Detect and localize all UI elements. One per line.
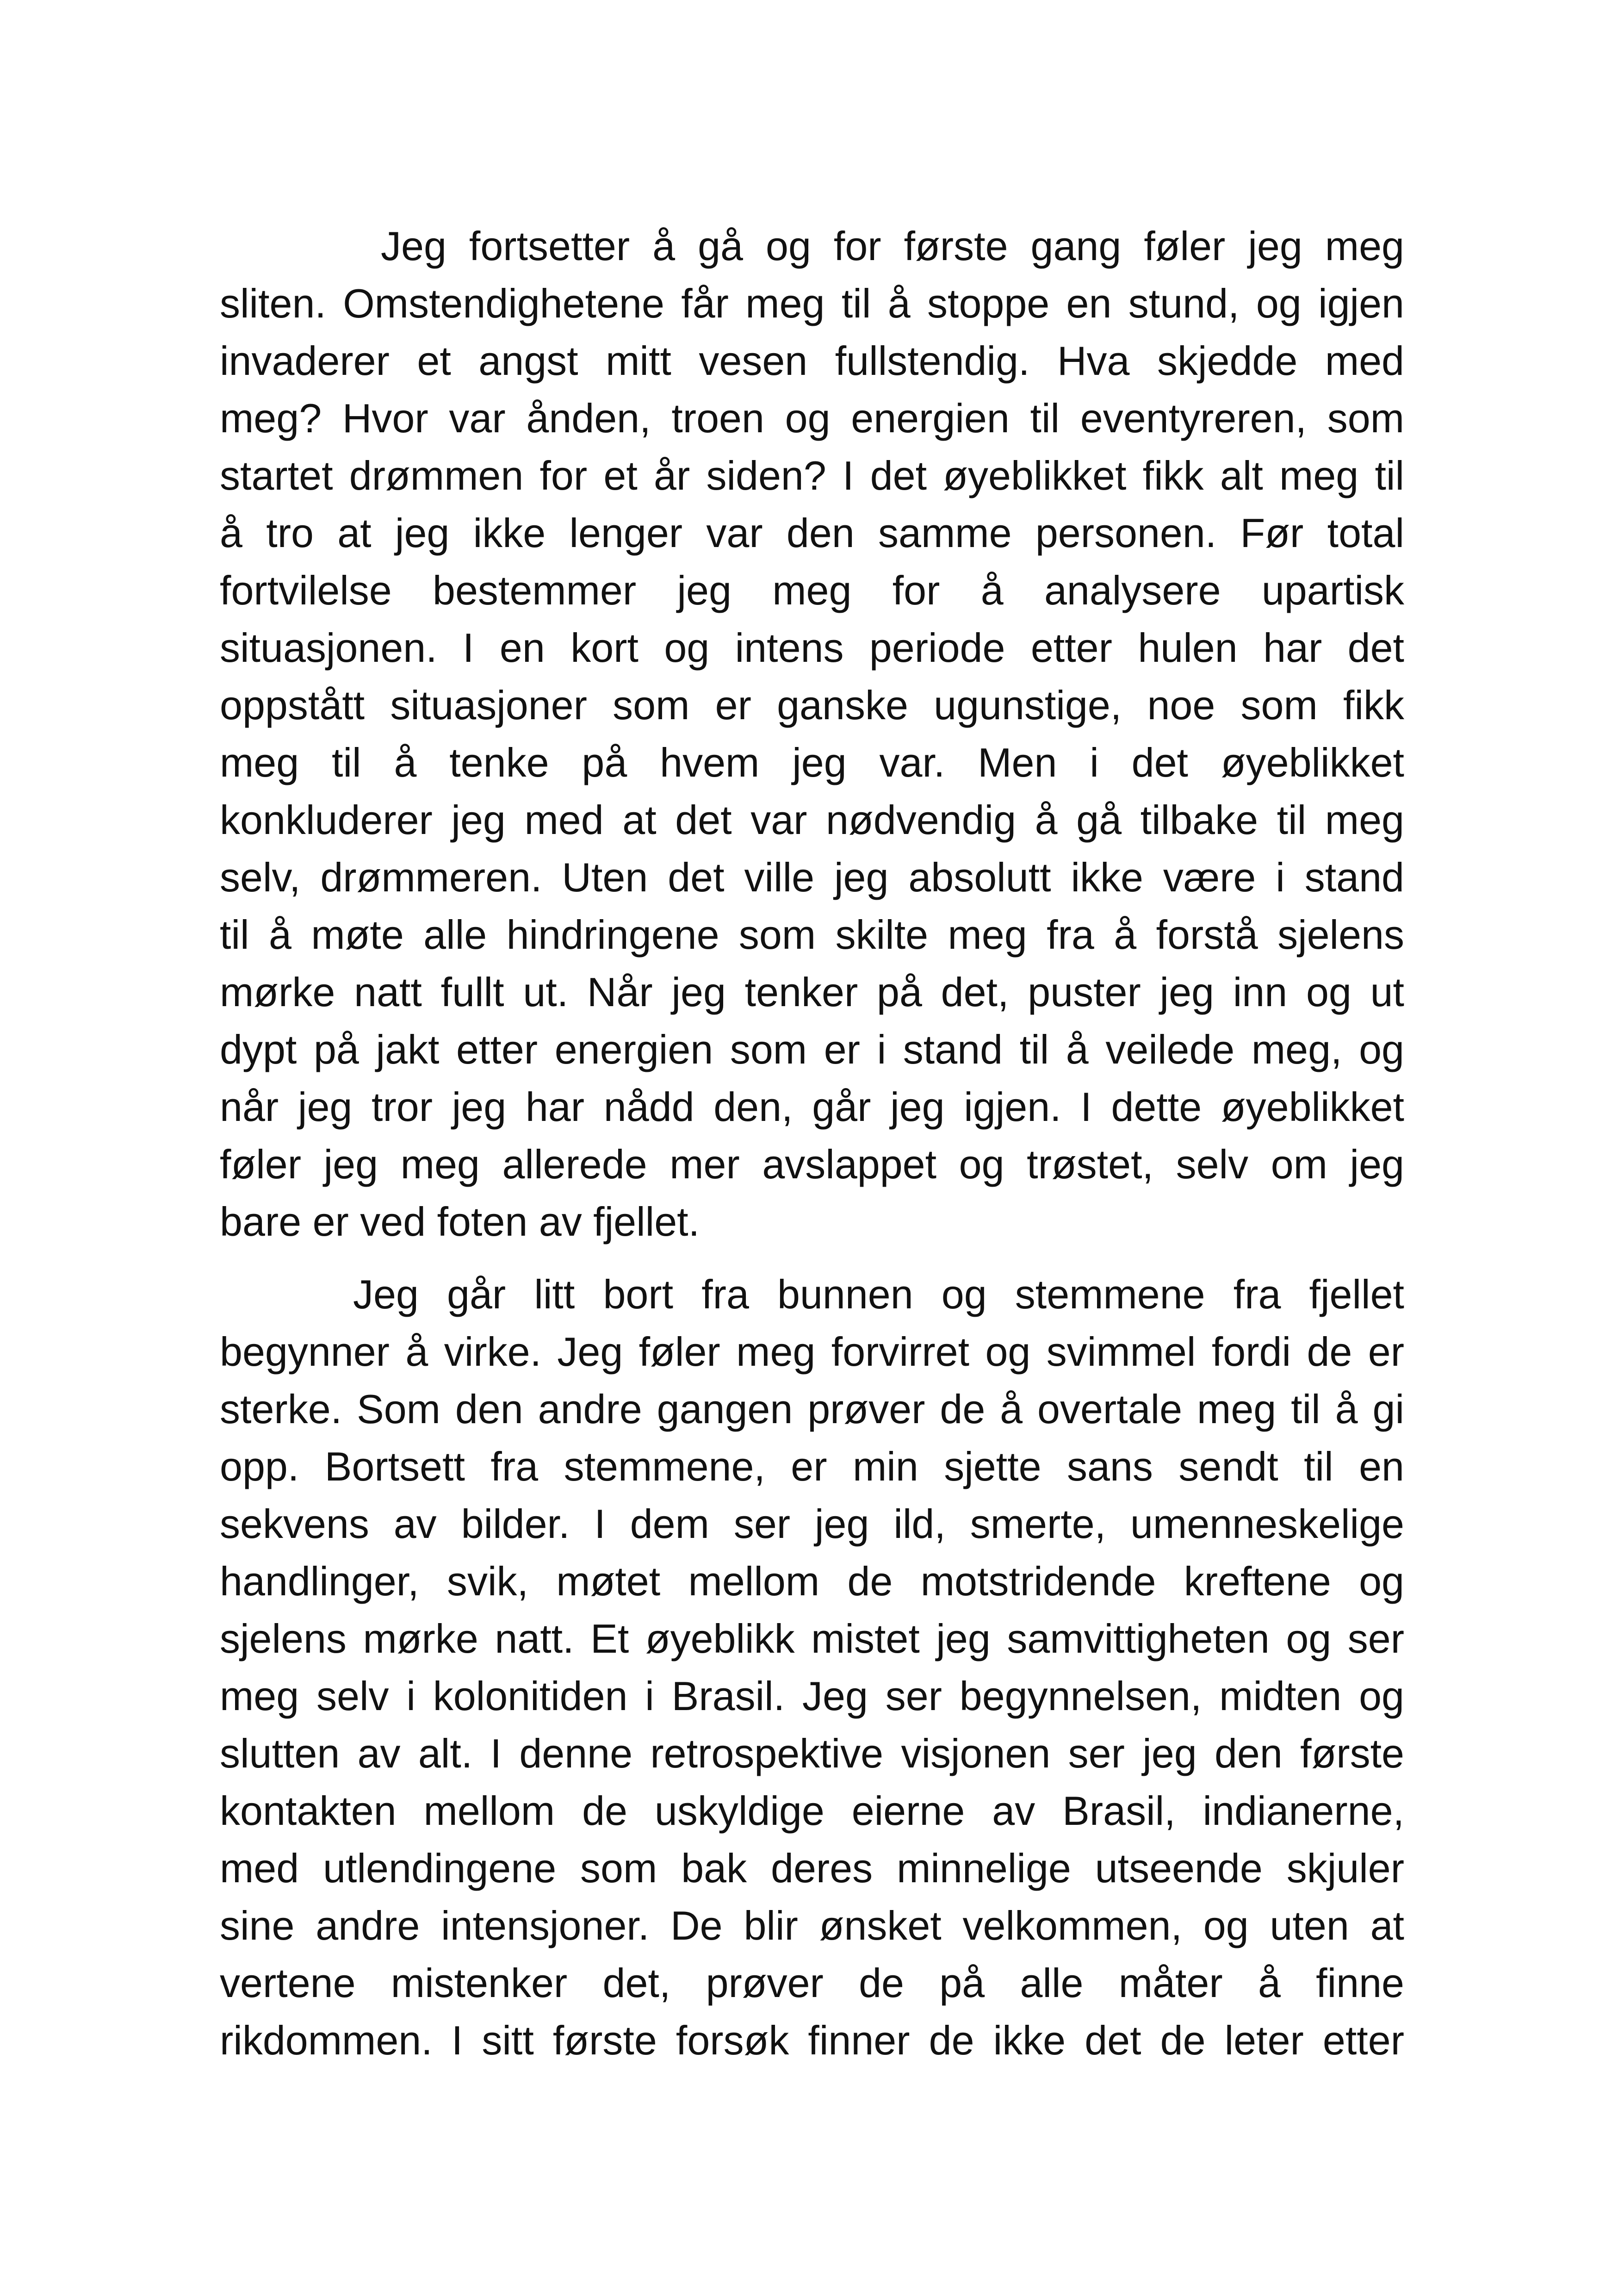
text-line: selv, drømmeren. Uten det ville jeg absolutt ikke være i stand [220, 854, 1404, 900]
text-line: fortvilelse bestemmer jeg meg for å analysere upartisk [220, 567, 1404, 613]
paragraph-1 [220, 218, 1404, 1251]
text-line: invaderer et angst mitt vesen fullstendig. Hva skjedde med [220, 338, 1404, 384]
text-line: mørke natt fullt ut. Når jeg tenker på det, puster jeg inn og ut [220, 969, 1404, 1015]
text-line: når jeg tror jeg har nådd den, går jeg igjen. I dette øyeblikket [220, 1084, 1404, 1130]
text-line: rikdommen. I sitt første forsøk finner de ikke det de leter etter [220, 2017, 1404, 2063]
text-line: å tro at jeg ikke lenger var den samme personen. Før total [220, 510, 1404, 556]
paragraph-2 [220, 1266, 1404, 2069]
text-line: dypt på jakt etter energien som er i stand til å veilede meg, og [220, 1027, 1404, 1072]
text-line: bare er ved foten av fjellet. [220, 1199, 700, 1244]
text-line: til å møte alle hindringene som skilte meg fra å forstå sjelens [220, 912, 1404, 958]
text-line: situasjonen. I en kort og intens periode etter hulen har det [220, 625, 1404, 671]
text-line: konkluderer jeg med at det var nødvendig å gå tilbake til meg [220, 797, 1404, 843]
text-line: vertene mistenker det, prøver de på alle måter å finne [220, 1960, 1404, 2006]
text-line: kontakten mellom de uskyldige eierne av Brasil, indianerne, [220, 1788, 1404, 1834]
text-line: sine andre intensjoner. De blir ønsket velkommen, og uten at [220, 1903, 1404, 1948]
text-line: startet drømmen for et år siden? I det øyeblikket fikk alt meg til [220, 453, 1404, 498]
text-line: Jeg går litt bort fra bunnen og stemmene fra fjellet [353, 1271, 1404, 1317]
text-line: handlinger, svik, møtet mellom de motstridende kreftene og [220, 1558, 1404, 1604]
text-line: føler jeg meg allerede mer avslappet og trøstet, selv om jeg [220, 1141, 1404, 1187]
text-line: sliten. Omstendighetene får meg til å stoppe en stund, og igjen [220, 280, 1404, 326]
text-line: slutten av alt. I denne retrospektive visjonen ser jeg den første [220, 1730, 1404, 1776]
text-line: meg? Hvor var ånden, troen og energien til eventyreren, som [220, 395, 1404, 441]
text-line: meg til å tenke på hvem jeg var. Men i det øyeblikket [220, 740, 1404, 785]
text-line: sekvens av bilder. I dem ser jeg ild, smerte, umenneskelige [220, 1501, 1404, 1547]
text-line: sjelens mørke natt. Et øyeblikk mistet jeg samvittigheten og ser [220, 1616, 1404, 1661]
text-line: oppstått situasjoner som er ganske ugunstige, noe som fikk [220, 682, 1404, 728]
text-line: opp. Bortsett fra stemmene, er min sjette sans sendt til en [220, 1444, 1404, 1489]
text-line: med utlendingene som bak deres minnelige utseende skjuler [220, 1845, 1404, 1891]
text-line: meg selv i kolonitiden i Brasil. Jeg ser begynnelsen, midten og [220, 1673, 1404, 1719]
text-line: begynner å virke. Jeg føler meg forvirret og svimmel fordi de er [220, 1329, 1404, 1375]
text-line: sterke. Som den andre gangen prøver de å overtale meg til å gi [220, 1386, 1404, 1432]
text-line: Jeg fortsetter å gå og for første gang føler jeg meg [381, 223, 1404, 269]
